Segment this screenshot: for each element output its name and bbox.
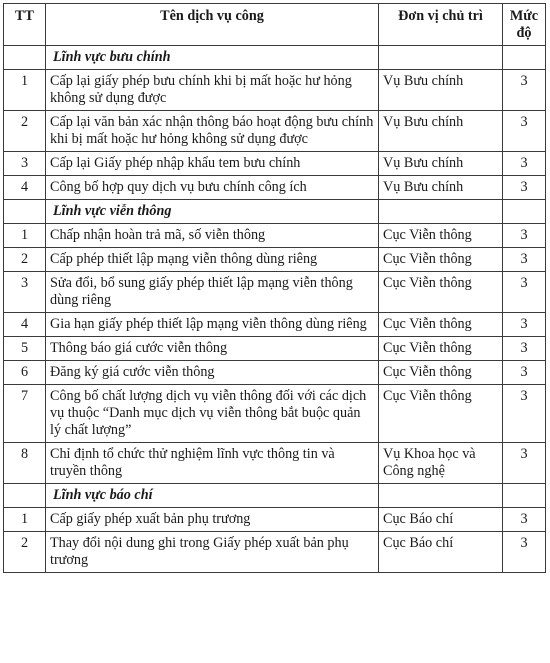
public-services-table xyxy=(3,3,546,573)
section-row xyxy=(4,484,546,508)
section-unit-cell xyxy=(379,484,503,508)
row-number: 7 xyxy=(4,385,46,443)
row-number: 2 xyxy=(4,111,46,152)
service-name: Gia hạn giấy phép thiết lập mạng viễn thông dùng riêng xyxy=(46,313,379,337)
row-number: 1 xyxy=(4,70,46,111)
service-name: Sửa đổi, bổ sung giấy phép thiết lập mạng viễn thông dùng riêng xyxy=(46,272,379,313)
lead-unit: Vụ Bưu chính xyxy=(379,70,503,111)
service-level: 3 xyxy=(503,176,546,200)
row-number: 3 xyxy=(4,152,46,176)
row-number: 3 xyxy=(4,272,46,313)
header-level-line1: Mức xyxy=(509,8,539,24)
table-row xyxy=(4,70,546,111)
table-row xyxy=(4,272,546,313)
service-name: Thông báo giá cước viễn thông xyxy=(46,337,379,361)
service-name: Công bố chất lượng dịch vụ viễn thông đối với các dịch vụ thuộc “Danh mục dịch vụ viễn thông bắt buộc quản lý chất lượng” xyxy=(46,385,379,443)
row-number: 8 xyxy=(4,443,46,484)
service-level: 3 xyxy=(503,248,546,272)
section-level-cell xyxy=(503,46,546,70)
lead-unit: Vụ Bưu chính xyxy=(379,176,503,200)
service-level: 3 xyxy=(503,508,546,532)
header-unit: Đơn vị chủ trì xyxy=(379,4,503,46)
service-level: 3 xyxy=(503,443,546,484)
service-name: Cấp lại Giấy phép nhập khẩu tem bưu chính xyxy=(46,152,379,176)
header-tt: TT xyxy=(4,4,46,46)
header-service-name: Tên dịch vụ công xyxy=(46,4,379,46)
row-number: 2 xyxy=(4,248,46,272)
service-name: Công bố hợp quy dịch vụ bưu chính công ích xyxy=(46,176,379,200)
section-tt-cell xyxy=(4,46,46,70)
row-number: 4 xyxy=(4,313,46,337)
service-level: 3 xyxy=(503,337,546,361)
service-level: 3 xyxy=(503,152,546,176)
lead-unit: Vụ Bưu chính xyxy=(379,111,503,152)
service-name: Chỉ định tổ chức thử nghiệm lĩnh vực thông tin và truyền thông xyxy=(46,443,379,484)
service-name: Cấp giấy phép xuất bản phụ trương xyxy=(46,508,379,532)
section-title: Lĩnh vực bưu chính xyxy=(46,46,379,70)
service-level: 3 xyxy=(503,224,546,248)
lead-unit: Cục Viễn thông xyxy=(379,272,503,313)
section-tt-cell xyxy=(4,200,46,224)
section-tt-cell xyxy=(4,484,46,508)
table-row xyxy=(4,152,546,176)
lead-unit: Cục Viễn thông xyxy=(379,337,503,361)
lead-unit: Cục Báo chí xyxy=(379,532,503,573)
table-row xyxy=(4,361,546,385)
lead-unit: Vụ Bưu chính xyxy=(379,152,503,176)
row-number: 1 xyxy=(4,224,46,248)
service-name: Cấp lại giấy phép bưu chính khi bị mất hoặc hư hỏng không sử dụng được xyxy=(46,70,379,111)
service-level: 3 xyxy=(503,532,546,573)
service-level: 3 xyxy=(503,385,546,443)
lead-unit: Cục Viễn thông xyxy=(379,248,503,272)
service-name: Cấp phép thiết lập mạng viễn thông dùng riêng xyxy=(46,248,379,272)
table-row xyxy=(4,313,546,337)
row-number: 2 xyxy=(4,532,46,573)
lead-unit: Cục Báo chí xyxy=(379,508,503,532)
lead-unit: Cục Viễn thông xyxy=(379,361,503,385)
table-row xyxy=(4,385,546,443)
section-unit-cell xyxy=(379,46,503,70)
table-row xyxy=(4,337,546,361)
table-row xyxy=(4,224,546,248)
section-row xyxy=(4,46,546,70)
service-level: 3 xyxy=(503,313,546,337)
service-level: 3 xyxy=(503,272,546,313)
service-level: 3 xyxy=(503,361,546,385)
table-row xyxy=(4,176,546,200)
row-number: 6 xyxy=(4,361,46,385)
service-level: 3 xyxy=(503,70,546,111)
section-level-cell xyxy=(503,484,546,508)
header-level-line2: độ xyxy=(516,25,532,41)
row-number: 1 xyxy=(4,508,46,532)
service-name: Chấp nhận hoàn trả mã, số viễn thông xyxy=(46,224,379,248)
table-row xyxy=(4,248,546,272)
row-number: 5 xyxy=(4,337,46,361)
service-name: Thay đổi nội dung ghi trong Giấy phép xuất bản phụ trương xyxy=(46,532,379,573)
section-level-cell xyxy=(503,200,546,224)
table-row xyxy=(4,111,546,152)
table-row xyxy=(4,532,546,573)
lead-unit: Cục Viễn thông xyxy=(379,313,503,337)
section-title: Lĩnh vực báo chí xyxy=(46,484,379,508)
table-row xyxy=(4,443,546,484)
header-level xyxy=(503,4,546,46)
lead-unit: Vụ Khoa học và Công nghệ xyxy=(379,443,503,484)
service-name: Đăng ký giá cước viễn thông xyxy=(46,361,379,385)
lead-unit: Cục Viễn thông xyxy=(379,224,503,248)
header-row xyxy=(4,4,546,46)
service-name: Cấp lại văn bản xác nhận thông báo hoạt động bưu chính khi bị mất hoặc hư hỏng không sử dụng được xyxy=(46,111,379,152)
section-unit-cell xyxy=(379,200,503,224)
section-row xyxy=(4,200,546,224)
table-body xyxy=(4,46,546,573)
lead-unit: Cục Viễn thông xyxy=(379,385,503,443)
row-number: 4 xyxy=(4,176,46,200)
section-title: Lĩnh vực viễn thông xyxy=(46,200,379,224)
service-level: 3 xyxy=(503,111,546,152)
table-row xyxy=(4,508,546,532)
